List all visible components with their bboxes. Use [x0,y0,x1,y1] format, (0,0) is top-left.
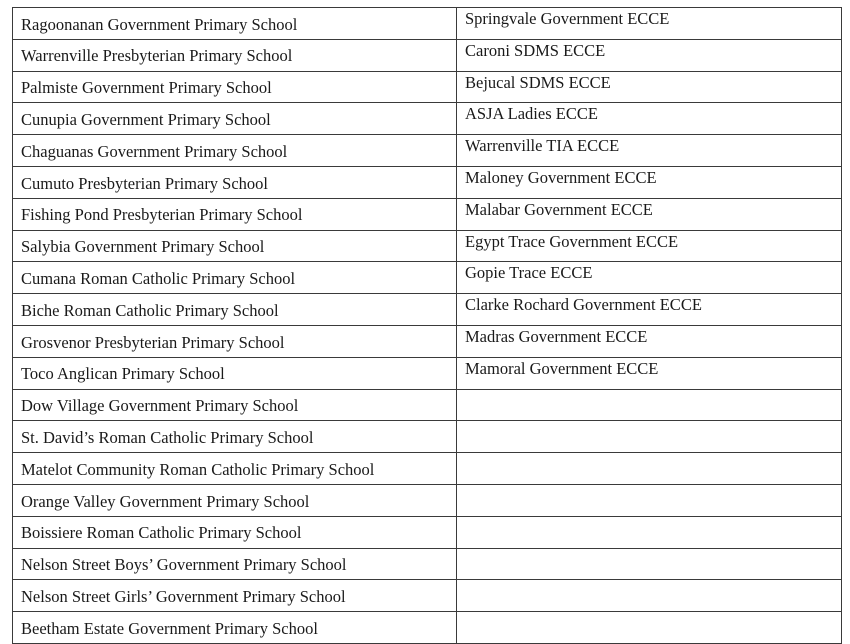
table-row [13,325,842,357]
primary-school-cell: Beetham Estate Government Primary School [13,612,457,644]
primary-school-cell: Dow Village Government Primary School [13,389,457,421]
ecce-centre-cell: Mamoral Government ECCE [457,357,842,389]
table-row [13,421,842,453]
ecce-centre-cell: Bejucal SDMS ECCE [457,71,842,103]
table-row [13,453,842,485]
ecce-centre-cell: Egypt Trace Government ECCE [457,230,842,262]
primary-school-cell: Grosvenor Presbyterian Primary School [13,325,457,357]
primary-school-cell: Toco Anglican Primary School [13,357,457,389]
primary-school-cell: Chaguanas Government Primary School [13,135,457,167]
primary-school-cell: Palmiste Government Primary School [13,71,457,103]
table-row [13,294,842,326]
table-row [13,71,842,103]
table-row [13,8,842,40]
primary-school-cell: Salybia Government Primary School [13,230,457,262]
primary-school-cell: Boissiere Roman Catholic Primary School [13,516,457,548]
table-row [13,548,842,580]
table-row [13,166,842,198]
ecce-centre-cell [457,453,842,485]
primary-school-cell: Fishing Pond Presbyterian Primary School [13,198,457,230]
table-row [13,39,842,71]
table-row [13,389,842,421]
primary-school-cell: Nelson Street Boys’ Government Primary School [13,548,457,580]
ecce-centre-cell [457,612,842,644]
table-row [13,103,842,135]
ecce-centre-cell [457,548,842,580]
ecce-centre-cell: Clarke Rochard Government ECCE [457,294,842,326]
ecce-centre-cell: Madras Government ECCE [457,325,842,357]
table-row [13,230,842,262]
primary-school-cell: Cumuto Presbyterian Primary School [13,166,457,198]
ecce-centre-cell [457,484,842,516]
primary-school-cell: Cunupia Government Primary School [13,103,457,135]
ecce-centre-cell: ASJA Ladies ECCE [457,103,842,135]
primary-school-cell: St. David’s Roman Catholic Primary School [13,421,457,453]
schools-table [12,7,842,644]
ecce-centre-cell: Springvale Government ECCE [457,8,842,40]
table-row [13,580,842,612]
ecce-centre-cell [457,421,842,453]
primary-school-cell: Nelson Street Girls’ Government Primary School [13,580,457,612]
primary-school-cell: Cumana Roman Catholic Primary School [13,262,457,294]
table-row [13,484,842,516]
table-row [13,198,842,230]
primary-school-cell: Ragoonanan Government Primary School [13,8,457,40]
table-row [13,516,842,548]
ecce-centre-cell: Malabar Government ECCE [457,198,842,230]
table-row [13,135,842,167]
ecce-centre-cell: Gopie Trace ECCE [457,262,842,294]
ecce-centre-cell: Maloney Government ECCE [457,166,842,198]
ecce-centre-cell [457,580,842,612]
table-row [13,612,842,644]
ecce-centre-cell: Caroni SDMS ECCE [457,39,842,71]
primary-school-cell: Biche Roman Catholic Primary School [13,294,457,326]
primary-school-cell: Warrenville Presbyterian Primary School [13,39,457,71]
schools-table-body [13,8,842,644]
primary-school-cell: Orange Valley Government Primary School [13,484,457,516]
table-row [13,262,842,294]
table-row [13,357,842,389]
ecce-centre-cell [457,516,842,548]
ecce-centre-cell [457,389,842,421]
primary-school-cell: Matelot Community Roman Catholic Primary School [13,453,457,485]
ecce-centre-cell: Warrenville TIA ECCE [457,135,842,167]
